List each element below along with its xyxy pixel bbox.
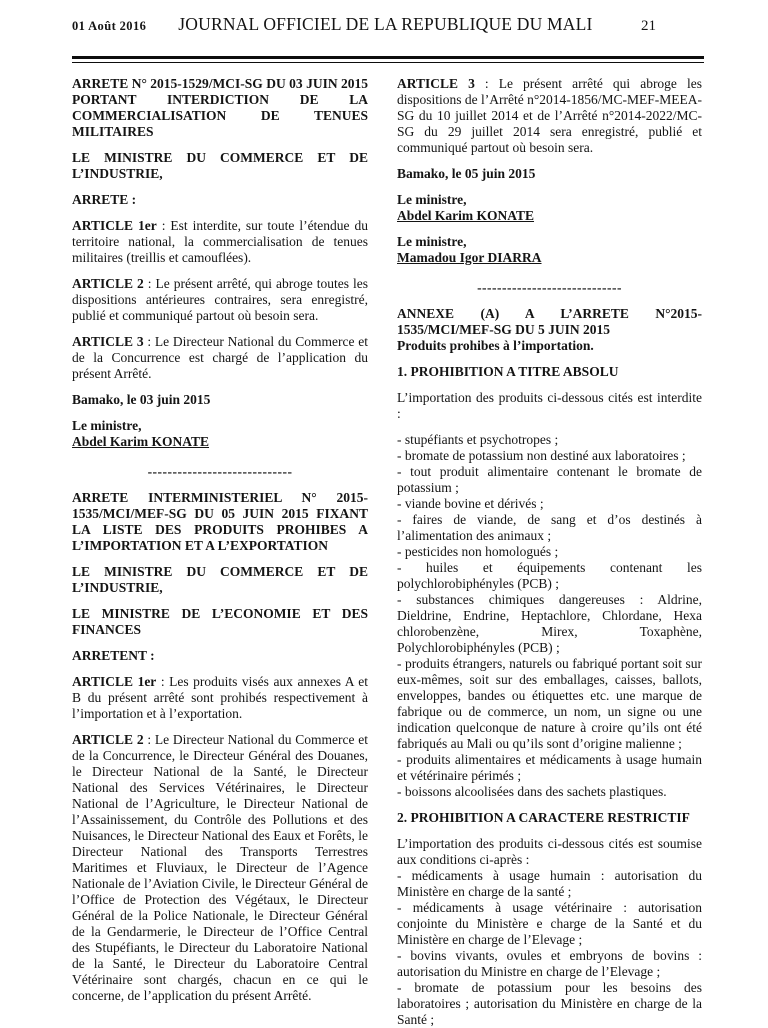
arrete-word: ARRETENT : <box>72 647 155 663</box>
article-lead: ARTICLE 1er <box>72 217 157 233</box>
list-item: - produits alimentaires et médicaments à usage humain et vétérinaire périmés ; <box>397 751 702 783</box>
list-item: - stupéfiants et psychotropes ; <box>397 431 559 447</box>
list-item: L’importation des produits ci-dessous cités est soumise aux conditions ci-après : <box>397 835 702 867</box>
list-item: - bromate de potassium pour les besoins des laboratoires ; autorisation du Ministère en charge de la Santé ; <box>397 979 702 1027</box>
signature-block <box>72 418 368 450</box>
list-item: - médicaments à usage vétérinaire : autorisation conjointe du Ministère e charge de la Santé et du Ministère en charge de l’Elevage ; <box>397 899 702 947</box>
article-lead: ARTICLE 2 <box>72 731 144 747</box>
article-paragraph: ARTICLE 1er : Les produits visés aux annexes A et B du présent arrêté sont prohibés respectivement à l’importation et à l’exportation. <box>72 673 369 721</box>
left-column <box>72 76 368 1028</box>
signatory-name: Mamadou Igor DIARRA <box>397 249 542 265</box>
heading-line: Produits prohibes à l’importation. <box>397 337 594 353</box>
heading-line: ANNEXE (A) A L’ARRETE N°2015-1535/MCI/MEF-SG DU 5 JUIN 2015 <box>397 305 702 337</box>
section-divider: ----------------------------- <box>147 463 293 479</box>
list-item: - faires de viande, de sang et d’os destinés à l’alimentation des animaux ; <box>397 511 702 543</box>
list-item: - boissons alcoolisées dans des sachets plastiques. <box>397 783 667 799</box>
signature-block <box>397 234 702 266</box>
article-paragraph: L’importation des produits ci-dessous cités est interdite : <box>397 389 702 421</box>
minister-heading: LE MINISTRE DU COMMERCE ET DE L’INDUSTRIE, <box>72 149 368 181</box>
page-header <box>72 14 704 50</box>
right-column <box>397 76 702 1028</box>
signatory-role: Le ministre, <box>72 417 142 433</box>
arrete-word: ARRETE : <box>72 191 137 207</box>
journal-title: JOURNAL OFFICIEL DE LA REPUBLIQUE DU MALI <box>178 14 593 34</box>
article-paragraph: ARTICLE 1er : Est interdite, sur toute l’étendue du territoire national, la commercialisation de tenues militaires (treillis et camouflées). <box>72 217 368 265</box>
list-item: - bovins vivants, ovules et embryons de bovins : autorisation du Ministre en charge de l’Elevage ; <box>397 947 702 979</box>
list-item: - produits étrangers, naturels ou fabriqué portant soit sur eux-mêmes, soit sur des emballages, caisses, ballots, enveloppes, bandes ou étiquettes etc. une marque de fabrique ou de commerce, un nom, un signe ou une indication quelconque de nature à croire qu’ils ont été fabriqués au Mali ou qu’ils sont d’origine malienne ; <box>397 655 702 751</box>
signatory-role: Le ministre, <box>397 233 467 249</box>
article-lead: ARTICLE 3 <box>397 75 475 91</box>
article-paragraph: ARTICLE 3 : Le Directeur National du Commerce et de la Concurrence est chargé de l’application du présent Arrêté. <box>72 333 368 381</box>
article-paragraph: ARTICLE 3 : Le présent arrêté qui abroge les dispositions de l’Arrêté n°2014-1856/MC-MEF-MEEA-SG du 10 juillet 2014 et de l’Arrêté n°2014-2022/MC-SG du 29 juillet 2014 sera enregistré, publié et communiqué partout où besoin sera. <box>397 75 702 155</box>
article-paragraph: ARTICLE 2 : Le présent arrêté, qui abroge toutes les dispositions antérieures contraires, sera enregistré, publié et communiqué partout où besoin sera. <box>72 275 368 323</box>
text-columns <box>72 76 704 1028</box>
header-date: 01 Août 2016 <box>72 19 147 33</box>
list-item: - médicaments à usage humain : autorisation du Ministère en charge de la santé ; <box>397 867 702 899</box>
list-item: - tout produit alimentaire contenant le bromate de potassium ; <box>397 463 702 495</box>
article-lead: ARTICLE 1er <box>72 673 157 689</box>
list-item: - pesticides non homologués ; <box>397 543 559 559</box>
header-rule <box>72 56 704 63</box>
place-date-line: Bamako, le 05 juin 2015 <box>397 165 536 181</box>
section-heading: 1. PROHIBITION A TITRE ABSOLU <box>397 363 619 379</box>
list-item: - huiles et équipements contenant les polychlorobiphényles (PCB) ; <box>397 559 702 591</box>
signatory-name: Abdel Karim KONATE <box>72 433 210 449</box>
page-number: 21 <box>641 18 656 34</box>
signature-block <box>397 192 702 224</box>
item-list <box>397 836 702 1028</box>
annexe-title <box>397 306 702 354</box>
list-item: - viande bovine et dérivés ; <box>397 495 544 511</box>
place-date-line: Bamako, le 03 juin 2015 <box>72 391 211 407</box>
signatory-name: Abdel Karim KONATE <box>397 207 535 223</box>
list-item: - substances chimiques dangereuses : Aldrine, Dieldrine, Endrine, Heptachlore, Chlordane, Hexa chlorobenzène, Mirex, Toxaphène, Polychlorobiphényles (PCB) ; <box>397 591 702 655</box>
article-lead: ARTICLE 2 <box>72 275 144 291</box>
item-list <box>397 432 702 800</box>
minister-heading: LE MINISTRE DE L’ECONOMIE ET DES FINANCES <box>72 605 368 637</box>
arrete-title: ARRETE INTERMINISTERIEL N° 2015-1535/MCI/MEF-SG DU 05 JUIN 2015 FIXANT LA LISTE DES PRODUITS PROHIBES A L’IMPORTATION ET A L’EXPORTATION <box>72 489 368 553</box>
section-heading: 2. PROHIBITION A CARACTERE RESTRICTIF <box>397 809 690 825</box>
arrete-title: ARRETE N° 2015-1529/MCI-SG DU 03 JUIN 2015 PORTANT INTERDICTION DE LA COMMERCIALISATION DE TENUES MILITAIRES <box>72 75 368 139</box>
section-divider: ----------------------------- <box>477 279 622 295</box>
minister-heading: LE MINISTRE DU COMMERCE ET DE L’INDUSTRIE, <box>72 563 368 595</box>
article-lead: ARTICLE 3 <box>72 333 144 349</box>
list-item: - bromate de potassium non destiné aux laboratoires ; <box>397 447 686 463</box>
article-paragraph: ARTICLE 2 : Le Directeur National du Commerce et de la Concurrence, le Directeur Général des Douanes, le Directeur National de la Santé, le Directeur National des Services Vétérinaires, le Directeur National de l’Agriculture, le Directeur National de l’Assainissement, du Contrôle des Pollutions et des Nuisances, le Directeur National des Eaux et Forêts, le Directeur National des Transports Terrestres Maritimes et Fluviaux, le Directeur de l’Agence Nationale de l’Aviation Civile, le Directeur Général de l’Office de Protection des Végétaux, le Directeur Général de la Police Nationale, le Directeur Général de la Gendarmerie, le Directeur de l’Office Central des Stupéfiants, le Directeur du Laboratoire National de la Santé, le Directeur du Laboratoire Central Vétérinaire sont chargés, chacun en ce qui le concerne, de l’application du présent Arrêté. <box>72 731 368 1003</box>
signatory-role: Le ministre, <box>397 191 467 207</box>
